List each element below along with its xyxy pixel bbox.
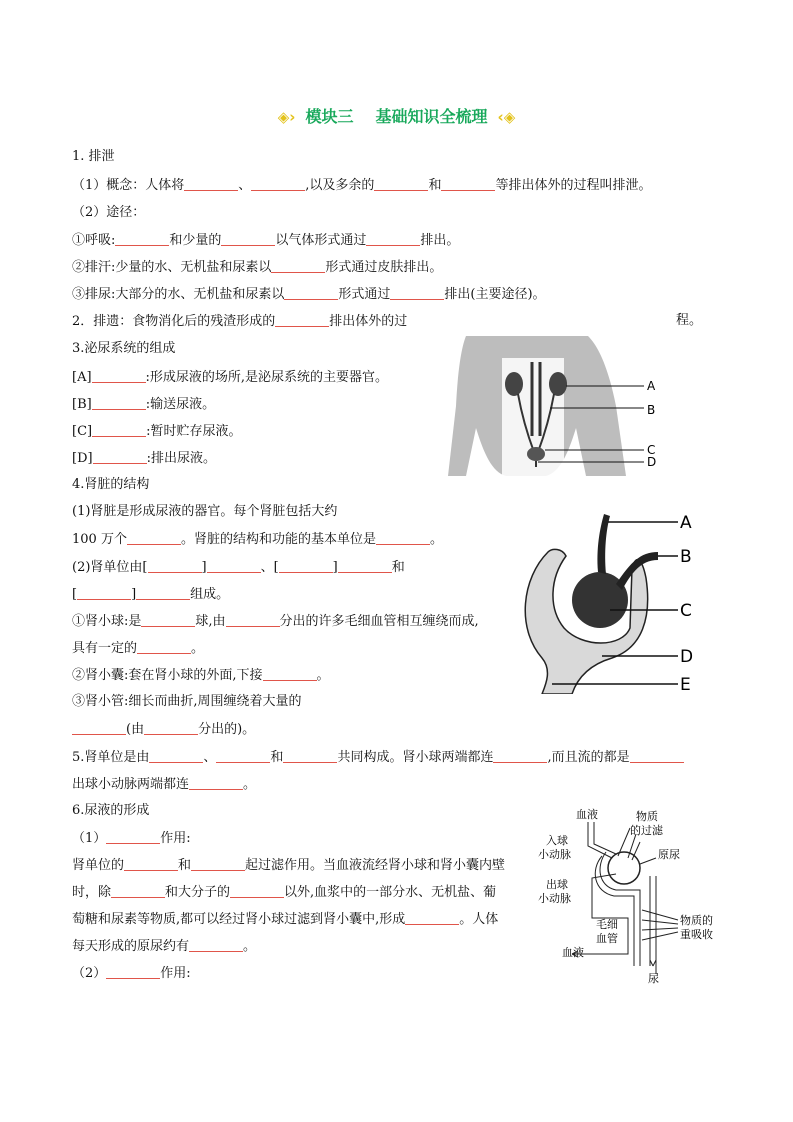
diamond-icon: ◈› xyxy=(277,108,296,126)
concept-line: （1）概念：人体将 、 ,以及多余的 和 等排出体外的过程叫排泄。 xyxy=(72,178,652,193)
blank[interactable] xyxy=(149,748,203,763)
glomerulus-line: ①肾小球:是 球,由 分出的许多毛细血管相互缠绕而成, xyxy=(72,614,479,629)
diamond-icon: ‹◈ xyxy=(497,108,516,126)
blank[interactable] xyxy=(279,558,333,573)
blank[interactable] xyxy=(92,368,146,383)
blank[interactable] xyxy=(93,449,147,464)
blank[interactable] xyxy=(77,585,131,600)
blank[interactable] xyxy=(284,285,338,300)
fig-label-D: D xyxy=(680,647,694,667)
blank[interactable] xyxy=(251,176,305,191)
blank[interactable] xyxy=(127,530,181,545)
glomerulus-line-2: 具有一定的 。 xyxy=(72,641,205,656)
blank[interactable] xyxy=(136,585,190,600)
fig-label-B: B xyxy=(647,403,656,417)
section-3-heading: 3.泌尿系统的组成 xyxy=(72,341,176,356)
label-filter-2: 的过滤 xyxy=(630,824,663,837)
collecting-duct xyxy=(650,876,656,974)
capsule-line: ②肾小囊:套在肾小球的外面,下接 。 xyxy=(72,668,330,683)
blank[interactable] xyxy=(189,937,243,952)
right-kidney xyxy=(549,372,567,396)
blank[interactable] xyxy=(376,530,430,545)
section-5-line-2: 出球小动脉两端都连 。 xyxy=(72,777,257,792)
reabsorb-arrows xyxy=(642,910,678,940)
breath-line: ①呼吸: 和少量的 以气体形式通过 排出。 xyxy=(72,233,460,248)
blank[interactable] xyxy=(189,775,243,790)
label-reabsorb-1: 物质的 xyxy=(680,914,713,927)
section-4-heading: 4.肾脏的结构 xyxy=(72,477,150,492)
module-label: 模块三 xyxy=(305,107,354,126)
blank[interactable] xyxy=(106,964,160,979)
blank[interactable] xyxy=(338,558,392,573)
item-D: [D] :排出尿液。 xyxy=(72,451,216,466)
filtration-line-1: 肾单位的 和 起过滤作用。当血液流经肾小球和肾小囊内壁 xyxy=(72,858,506,873)
blank[interactable] xyxy=(92,395,146,410)
blank[interactable] xyxy=(374,176,428,191)
fig-label-E: E xyxy=(680,675,691,694)
filtration-line-2: 时，除 和大分子的 以外,血浆中的一部分水、无机盐、葡 xyxy=(72,885,497,900)
label-blood-top: 血液 xyxy=(576,808,598,821)
fig-label-C: C xyxy=(647,443,656,457)
section-6-heading: 6.尿液的形成 xyxy=(72,803,150,818)
label-out-artery-2: 小动脉 xyxy=(538,892,571,905)
nephron-line-2: [ ] 组成。 xyxy=(72,587,230,602)
tubule-line: ③肾小管:细长而曲折,周围缠绕着大量的 xyxy=(72,694,302,709)
blank[interactable] xyxy=(207,558,261,573)
fig-label-A: A xyxy=(680,513,692,533)
filtration-head: （1） 作用: xyxy=(72,831,191,846)
blank[interactable] xyxy=(92,422,146,437)
blank[interactable] xyxy=(141,612,195,627)
blank[interactable] xyxy=(111,883,165,898)
fig-label-A: A xyxy=(647,379,656,393)
blank[interactable] xyxy=(390,285,444,300)
label-in-artery-2: 小动脉 xyxy=(538,848,571,861)
reabsorption-head: （2） 作用: xyxy=(72,966,191,981)
tubule-line-2: (由 分出的)。 xyxy=(72,720,255,739)
blank[interactable] xyxy=(263,666,317,681)
blank[interactable] xyxy=(230,883,284,898)
urine-formation-figure xyxy=(532,806,738,986)
blank[interactable] xyxy=(493,748,547,763)
blank[interactable] xyxy=(275,312,329,327)
item-A: [A] :形成尿液的场所,是泌尿系统的主要器官。 xyxy=(72,370,389,385)
section-1-heading: 1. 排泄 xyxy=(72,149,115,164)
route-line: （2）途径： xyxy=(72,205,146,220)
raw-urine-pointer xyxy=(640,858,656,864)
blank[interactable] xyxy=(148,558,202,573)
section-2-end: 程。 xyxy=(676,313,703,328)
left-kidney xyxy=(505,372,523,396)
fig-label-C: C xyxy=(680,601,692,621)
kidney-p1: (1)肾脏是形成尿液的器官。每个肾脏包括大约 xyxy=(72,504,338,519)
label-capillary-1: 毛细 xyxy=(596,918,618,931)
blank[interactable] xyxy=(366,231,420,246)
urinary-system-figure xyxy=(448,336,673,480)
fig-label-B: B xyxy=(680,547,692,567)
section-2-line: 2．排遗：食物消化后的残渣形成的 排出体外的过 xyxy=(72,314,408,329)
blank[interactable] xyxy=(137,639,191,654)
label-raw-urine: 原尿 xyxy=(658,848,680,861)
blank[interactable] xyxy=(271,258,325,273)
blank[interactable] xyxy=(115,231,169,246)
page-title xyxy=(0,104,793,127)
fig-label-D: D xyxy=(647,455,657,469)
blank[interactable] xyxy=(283,748,337,763)
blank[interactable] xyxy=(405,910,459,925)
kidney-p1b: 100 万个 。肾脏的结构和功能的基本单位是 。 xyxy=(72,532,443,547)
blank[interactable] xyxy=(184,176,238,191)
blank[interactable] xyxy=(191,856,245,871)
item-B: [B] :输送尿液。 xyxy=(72,397,216,412)
blank[interactable] xyxy=(630,748,684,763)
label-urine: 尿 xyxy=(648,972,659,985)
blank[interactable] xyxy=(221,231,275,246)
title-name: 基础知识全梳理 xyxy=(375,107,488,126)
filtration-line-4: 每天形成的原尿约有 。 xyxy=(72,939,257,954)
label-in-artery-1: 入球 xyxy=(546,834,568,847)
label-reabsorb-2: 重吸收 xyxy=(680,928,713,941)
section-5-line: 5.肾单位是由 、 和 共同构成。肾小球两端都连 ,而且流的都是 xyxy=(72,748,684,767)
label-filter-1: 物质 xyxy=(636,810,658,823)
afferent-vessel xyxy=(597,514,610,574)
label-blood-bottom: 血液 xyxy=(562,946,584,959)
blank[interactable] xyxy=(226,612,280,627)
blank[interactable] xyxy=(124,856,178,871)
blank[interactable] xyxy=(216,748,270,763)
afferent-arteriole xyxy=(588,822,616,858)
blank[interactable] xyxy=(441,176,495,191)
nephron-line: (2)肾单位由[ ] 、[ ] 和 xyxy=(72,560,405,575)
bladder xyxy=(527,447,545,461)
item-C: [C] :暂时贮存尿液。 xyxy=(72,424,242,439)
filtration-line-3: 萄糖和尿素等物质,都可以经过肾小球过滤到肾小囊中,形成 。人体 xyxy=(72,912,499,927)
blank[interactable] xyxy=(106,829,160,844)
nephron-figure xyxy=(512,508,702,694)
arrow-urine xyxy=(650,960,656,966)
renal-tubule xyxy=(595,852,640,966)
blank[interactable] xyxy=(72,720,126,735)
sweat-line: ②排汗:少量的水、无机盐和尿素以 形式通过皮肤排出。 xyxy=(72,260,443,275)
glomerulus xyxy=(608,852,640,884)
label-out-artery-1: 出球 xyxy=(546,878,568,891)
label-capillary-2: 血管 xyxy=(596,932,618,945)
urine-line: ③排尿:大部分的水、无机盐和尿素以 形式通过 排出(主要途径)。 xyxy=(72,287,546,302)
blank[interactable] xyxy=(144,720,198,735)
